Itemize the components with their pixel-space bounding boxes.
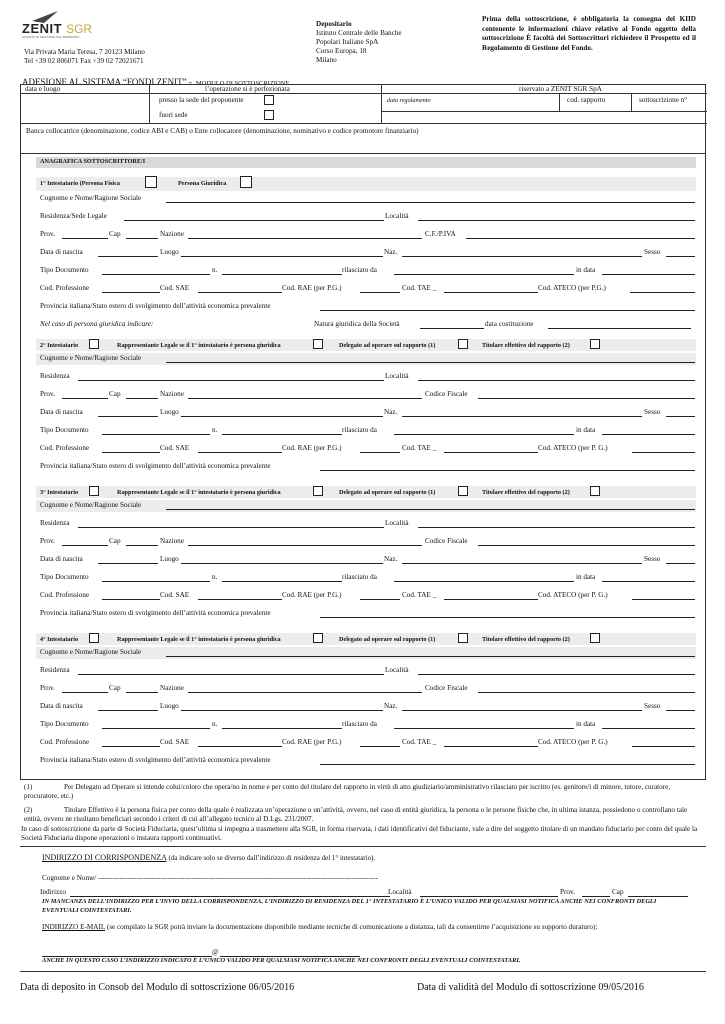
cod-ateco-input[interactable] bbox=[632, 452, 695, 453]
delegato-checkbox[interactable] bbox=[458, 633, 468, 643]
data-nascita-input[interactable] bbox=[98, 710, 158, 711]
delegato-label: Delegato ad operare sul rapporto (1) bbox=[339, 636, 436, 643]
prov-label: Prov. bbox=[40, 390, 55, 398]
nazione-input[interactable] bbox=[188, 398, 422, 399]
prov-input[interactable] bbox=[62, 545, 108, 546]
cod-rae-input[interactable] bbox=[360, 746, 400, 747]
data-nascita-label: Data di nascita bbox=[40, 702, 83, 710]
luogo-input[interactable] bbox=[181, 710, 383, 711]
field-row bbox=[40, 283, 695, 295]
residenza-label: Residenza/Sede Legale bbox=[40, 212, 107, 220]
rilasciato-input[interactable] bbox=[394, 434, 574, 435]
intestatario-checkbox[interactable] bbox=[89, 486, 99, 496]
data-nascita-label: Data di nascita bbox=[40, 408, 83, 416]
delegato-label: Delegato ad operare sul rapporto (1) bbox=[339, 489, 436, 496]
provincia-input[interactable] bbox=[320, 470, 695, 471]
tipo-doc-input[interactable] bbox=[102, 728, 210, 729]
rilasciato-input[interactable] bbox=[394, 581, 574, 582]
cod-ateco-label: Cod. ATECO (per P.G.) bbox=[538, 284, 606, 292]
rilasciato-label: rilasciato da bbox=[342, 266, 377, 274]
depositario-line: Popolari Italiane SpA bbox=[316, 38, 379, 46]
email-at: @ bbox=[212, 948, 219, 956]
cod-rae-input[interactable] bbox=[360, 292, 400, 293]
field-row bbox=[40, 407, 695, 419]
field-row bbox=[40, 719, 695, 731]
naz-label: Naz. bbox=[384, 702, 398, 710]
cod-ateco-label: Cod. ATECO (per P. G.) bbox=[538, 591, 608, 599]
nazione-label: Nazione bbox=[160, 684, 184, 692]
localita-input[interactable] bbox=[418, 380, 695, 381]
cognome-label: Cognome e Nome/Ragione Sociale bbox=[40, 354, 142, 362]
cognome-label: Cognome e Nome/Ragione Sociale bbox=[40, 194, 142, 202]
form-title: ADESIONE AL SISTEMA “FONDI ZENIT” - bbox=[22, 77, 192, 87]
luogo-label: Luogo bbox=[160, 555, 179, 563]
corr-cognome: Cognome e Nome/ --------------------------------------------------------------------------------------------------------------------- bbox=[42, 874, 379, 882]
naz-input[interactable] bbox=[402, 563, 642, 564]
residenza-label: Residenza bbox=[40, 666, 70, 674]
cod-ateco-label: Cod. ATECO (per P. G.) bbox=[538, 444, 608, 452]
luogo-input[interactable] bbox=[181, 416, 383, 417]
intestatario-3-label: 3° Intestatario bbox=[40, 489, 79, 496]
data-cost-label: data costituzione bbox=[485, 320, 534, 328]
provincia-label: Provincia italiana/Stato estero di svolgimento dell’attività economica prevalente bbox=[40, 462, 271, 470]
prov-input[interactable] bbox=[62, 238, 108, 239]
prov-input[interactable] bbox=[62, 398, 108, 399]
corr-prov-label: Prov. bbox=[560, 888, 575, 896]
pg-note-label: Nel caso di persona giuridica indicare: bbox=[40, 320, 154, 328]
depositario-line: Milano bbox=[316, 56, 337, 64]
note-2-text: Titolare Effettivo è la persona fisica per conto della quale è realizzata un’operazione o un’attività, ovvero, nel caso di entità giuridica, la persona o le persone fisiche che, in ultima istanza, possiedono o controllano tale entità, ovvero ne risultano beneficiari secondo i criteri di cui all’allegato tecnico al D.Lgs. 231/2007. bbox=[24, 806, 688, 823]
sesso-input[interactable] bbox=[666, 256, 695, 257]
depositario-line: Istituto Centrale delle Banche bbox=[316, 29, 402, 37]
data-regolamento-label: data regolamento bbox=[387, 97, 431, 104]
cod-ateco-input[interactable] bbox=[632, 599, 695, 600]
cod-tae-label: Cod. TAE _ bbox=[402, 591, 437, 599]
codice-fiscale-label: Codice Fiscale bbox=[425, 390, 468, 398]
provincia-input[interactable] bbox=[320, 764, 695, 765]
prov-label: Prov. bbox=[40, 230, 55, 238]
provincia-label: Provincia italiana/Stato estero di svolgimento dell’attività economica prevalente bbox=[40, 609, 271, 617]
corr-cap-input[interactable] bbox=[628, 896, 688, 897]
field-row bbox=[40, 371, 695, 383]
cf-label: C.F./P.IVA bbox=[425, 230, 456, 238]
background-band bbox=[21, 123, 707, 124]
corr-indirizzo-input[interactable] bbox=[70, 896, 390, 897]
nazione-label: Nazione bbox=[160, 537, 184, 545]
sottoscrizione-label: sottoscrizione n° bbox=[639, 96, 688, 104]
corr-warning: IN MANCANZA DELL’INDIRIZZO PER L’INVIO DELLA CORRISPONDENZA, L’INDIRIZZO DI RESIDENZA DEL 1° INTESTATARIO È L’UNICO VALIDO PER QUALSIASI NOTIFICA ANCHE NEI CONFRONTI DEGLI EVENTUALI COINTESTATARI. bbox=[42, 898, 657, 914]
cod-sae-input[interactable] bbox=[198, 452, 282, 453]
intestatario-checkbox[interactable] bbox=[89, 339, 99, 349]
nazione-input[interactable] bbox=[188, 692, 422, 693]
cognome-input[interactable] bbox=[166, 202, 695, 203]
sesso-label: Sesso bbox=[644, 408, 661, 416]
titolare-label: Titolare effettivo del rapporto (2) bbox=[482, 636, 570, 643]
titolare-checkbox[interactable] bbox=[590, 339, 600, 349]
cod-tae-input[interactable] bbox=[444, 292, 538, 293]
in-data-label: in data bbox=[576, 720, 596, 728]
background-band bbox=[381, 85, 382, 123]
cap-label: Cap bbox=[109, 537, 121, 545]
corr-cap-label: Cap bbox=[612, 888, 624, 896]
cod-sae-input[interactable] bbox=[198, 599, 282, 600]
logo-name: ZENIT bbox=[22, 21, 63, 36]
presso-sede-checkbox[interactable] bbox=[264, 95, 274, 105]
cod-rae-label: Cod. RAE (per P.G.) bbox=[282, 591, 342, 599]
n-input[interactable] bbox=[222, 274, 342, 275]
provincia-input[interactable] bbox=[320, 617, 695, 618]
fuori-sede-checkbox[interactable] bbox=[264, 110, 274, 120]
rilasciato-label: rilasciato da bbox=[342, 426, 377, 434]
intestatario-4-label: 4° Intestatario bbox=[40, 636, 79, 643]
field-row bbox=[40, 461, 695, 473]
cod-sae-input[interactable] bbox=[198, 746, 282, 747]
background-band bbox=[559, 93, 560, 111]
rilasciato-input[interactable] bbox=[394, 728, 574, 729]
logo-tagline: SOCIETÀ DI GESTIONE DEL RISPARMIO bbox=[22, 35, 80, 39]
corr-prov-input[interactable] bbox=[582, 896, 610, 897]
cod-sae-label: Cod. SAE bbox=[160, 284, 190, 292]
banca-label: Banca collocatrice (denominazione, codice ABI e CAB) o Ente collocatore (denominazione, nominativo e codice promotore finanziario) bbox=[26, 127, 419, 135]
cf-input[interactable] bbox=[466, 238, 695, 239]
n-label: n. bbox=[212, 720, 218, 728]
n-label: n. bbox=[212, 573, 218, 581]
field-row bbox=[40, 683, 695, 695]
data-luogo-label: data e luogo bbox=[25, 85, 61, 93]
cod-ateco-input[interactable] bbox=[632, 746, 695, 747]
field-row bbox=[40, 572, 695, 584]
rappresentante-checkbox[interactable] bbox=[313, 339, 323, 349]
corrispondenza-heading bbox=[42, 853, 375, 862]
background-band bbox=[149, 85, 150, 123]
email-title: INDIRIZZO E-MAIL bbox=[42, 923, 106, 931]
delegato-label: Delegato ad operare sul rapporto (1) bbox=[339, 342, 436, 349]
n-label: n. bbox=[212, 266, 218, 274]
data-nascita-label: Data di nascita bbox=[40, 248, 83, 256]
provincia-label: Provincia italiana/Stato estero di svolgimento dell’attività economica prevalente bbox=[40, 756, 271, 764]
naz-label: Naz. bbox=[384, 248, 398, 256]
rappresentante-checkbox[interactable] bbox=[313, 486, 323, 496]
field-row bbox=[40, 425, 695, 437]
provincia-input[interactable] bbox=[320, 310, 695, 311]
cod-prof-input[interactable] bbox=[102, 746, 160, 747]
cod-prof-label: Cod. Professione bbox=[40, 591, 90, 599]
n-input[interactable] bbox=[222, 434, 342, 435]
field-row bbox=[40, 211, 695, 223]
field-row bbox=[40, 301, 695, 313]
nazione-input[interactable] bbox=[188, 545, 422, 546]
riservato-label: riservato a ZENIT SGR SpA bbox=[519, 85, 602, 93]
field-row bbox=[40, 229, 695, 241]
anagrafica-title: ANAGRAFICA SOTTOSCRITTORE/I bbox=[40, 158, 146, 165]
naz-label: Naz. bbox=[384, 555, 398, 563]
background-band bbox=[631, 93, 632, 111]
rilasciato-label: rilasciato da bbox=[342, 573, 377, 581]
sesso-input[interactable] bbox=[666, 710, 695, 711]
delegato-checkbox[interactable] bbox=[458, 339, 468, 349]
codice-fiscale-label: Codice Fiscale bbox=[425, 537, 468, 545]
data-cost-input[interactable] bbox=[548, 328, 691, 329]
form-subtitle: MODULO DI SOTTOSCRIZIONE bbox=[195, 80, 290, 87]
in-data-label: in data bbox=[576, 426, 596, 434]
codice-fiscale-input[interactable] bbox=[478, 398, 695, 399]
kiid-notice: Prima della sottoscrizione, è obbligatoria la consegna del KIID contenente le informazioni chiave relative al Fondo oggetto della sottoscrizione È facoltà dei Sottoscrittori richiedere il Prospetto ed il Regolamento di Gestione del Fondo. bbox=[482, 15, 696, 52]
naz-input[interactable] bbox=[402, 416, 642, 417]
field-row bbox=[40, 247, 695, 259]
rilasciato-label: rilasciato da bbox=[342, 720, 377, 728]
sesso-label: Sesso bbox=[644, 702, 661, 710]
cod-tae-label: Cod. TAE _ bbox=[402, 284, 437, 292]
data-nascita-input[interactable] bbox=[98, 256, 158, 257]
background-band bbox=[36, 177, 696, 191]
corr-localita-input[interactable] bbox=[420, 896, 558, 897]
titolare-label: Titolare effettivo del rapporto (2) bbox=[482, 342, 570, 349]
cod-prof-input[interactable] bbox=[102, 292, 160, 293]
in-data-input[interactable] bbox=[602, 728, 695, 729]
n-input[interactable] bbox=[222, 728, 342, 729]
tipo-doc-input[interactable] bbox=[102, 581, 210, 582]
logo-sgr: SGR bbox=[66, 22, 93, 36]
tipo-doc-label: Tipo Documento bbox=[40, 573, 89, 581]
note-1 bbox=[24, 783, 696, 801]
cap-input[interactable] bbox=[126, 692, 158, 693]
residenza-input[interactable] bbox=[78, 527, 384, 528]
cap-label: Cap bbox=[109, 684, 121, 692]
tipo-doc-label: Tipo Documento bbox=[40, 266, 89, 274]
intestatario-1-label: 1° Intestatario (Persona Fisica bbox=[40, 180, 120, 187]
background-band bbox=[381, 111, 707, 112]
field-row bbox=[40, 193, 695, 205]
residenza-label: Residenza bbox=[40, 519, 70, 527]
tipo-doc-input[interactable] bbox=[102, 274, 210, 275]
residenza-input[interactable] bbox=[124, 220, 384, 221]
field-row bbox=[40, 737, 695, 749]
tipo-doc-label: Tipo Documento bbox=[40, 426, 89, 434]
naz-input[interactable] bbox=[402, 256, 642, 257]
email-warning: ANCHE IN QUESTO CASO L’INDIRIZZO INDICATO È L’UNICO VALIDO PER QUALSIASI NOTIFICA ANCHE NEI CONFRONTI DEGLI EVENTUALI COINTESTATARI. bbox=[42, 957, 521, 964]
nazione-label: Nazione bbox=[160, 390, 184, 398]
cap-input[interactable] bbox=[126, 238, 158, 239]
residenza-input[interactable] bbox=[78, 674, 384, 675]
luogo-input[interactable] bbox=[181, 256, 383, 257]
cognome-input[interactable] bbox=[166, 509, 695, 510]
naz-label: Naz. bbox=[384, 408, 398, 416]
field-row bbox=[40, 353, 695, 365]
luogo-label: Luogo bbox=[160, 248, 179, 256]
luogo-label: Luogo bbox=[160, 408, 179, 416]
in-data-label: in data bbox=[576, 573, 596, 581]
corrispondenza-note: (da indicare solo se diverso dall’indirizzo di residenza del 1° intestatario). bbox=[168, 854, 376, 862]
data-nascita-input[interactable] bbox=[98, 416, 158, 417]
cod-rae-label: Cod. RAE (per P.G.) bbox=[282, 284, 342, 292]
operazione-label: l’operazione si è perfezionata bbox=[205, 85, 290, 93]
company-phone: Tel +39 02 806071 Fax +39 02 72021671 bbox=[24, 57, 144, 65]
tipo-doc-label: Tipo Documento bbox=[40, 720, 89, 728]
field-row bbox=[40, 265, 695, 277]
note-2-num: (2) bbox=[24, 806, 33, 814]
cod-tae-input[interactable] bbox=[444, 746, 538, 747]
localita-input[interactable] bbox=[418, 674, 695, 675]
field-row bbox=[40, 554, 695, 566]
fuori-sede-label: fuori sede bbox=[159, 111, 188, 119]
depositario-title: Depositario bbox=[316, 20, 352, 28]
cod-prof-label: Cod. Professione bbox=[40, 284, 90, 292]
persona-giuridica-label: Persona Giuridica bbox=[178, 180, 227, 187]
n-input[interactable] bbox=[222, 581, 342, 582]
luogo-label: Luogo bbox=[160, 702, 179, 710]
cod-rae-label: Cod. RAE (per P.G.) bbox=[282, 444, 342, 452]
rappresentante-label: Rappresentante Legale se il 1° intestatario è persona giuridica bbox=[117, 342, 281, 349]
footer-deposito: Data di deposito in Consob del Modulo di sottoscrizione 06/05/2016 bbox=[20, 982, 295, 993]
in-data-input[interactable] bbox=[602, 581, 695, 582]
prov-input[interactable] bbox=[62, 692, 108, 693]
field-row bbox=[40, 755, 695, 767]
presso-sede-label: presso la sede del proponente bbox=[159, 96, 244, 104]
cognome-input[interactable] bbox=[166, 362, 695, 363]
field-row bbox=[40, 608, 695, 620]
note-1-text: Per Delegato ad Operare si intende colui/coloro che opera/no in nome e per conto del titolare del rapporto in virtù di atto giudiziario/amministrativo rilasciato per iscritto (es. genitore/i di minore, tutore, curatore, procuratore, etc.) bbox=[24, 783, 671, 800]
cod-sae-label: Cod. SAE bbox=[160, 738, 190, 746]
cognome-label: Cognome e Nome/Ragione Sociale bbox=[40, 648, 142, 656]
rappresentante-label: Rappresentante Legale se il 1° intestatario è persona giuridica bbox=[117, 636, 281, 643]
cap-input[interactable] bbox=[126, 398, 158, 399]
naz-input[interactable] bbox=[402, 710, 642, 711]
luogo-input[interactable] bbox=[181, 563, 383, 564]
note-1-num: (1) bbox=[24, 783, 33, 791]
nazione-input[interactable] bbox=[188, 238, 422, 239]
cod-rae-label: Cod. RAE (per P.G.) bbox=[282, 738, 342, 746]
residenza-label: Residenza bbox=[40, 372, 70, 380]
field-row bbox=[40, 701, 695, 713]
field-row bbox=[40, 389, 695, 401]
cod-tae-input[interactable] bbox=[444, 599, 538, 600]
cod-prof-input[interactable] bbox=[102, 599, 160, 600]
cognome-label: Cognome e Nome/Ragione Sociale bbox=[40, 501, 142, 509]
email-note: (se compilato la SGR potrà inviare la documentazione disponibile mediante tecniche di comunicazione a distanza, tali da consentirne l’acquisizione su supporto duraturo): bbox=[106, 923, 598, 931]
in-data-input[interactable] bbox=[602, 274, 695, 275]
cod-ateco-input[interactable] bbox=[630, 292, 695, 293]
titolare-label: Titolare effettivo del rapporto (2) bbox=[482, 489, 570, 496]
fiduciaria-note: In caso di sottoscrizione da parte di Società Fiduciaria, quest’ultima si impegna a trasmettere alla SGR, in forma riservata, i dati identificativi del fiduciante, vale a dire del soggetto titolare di un mandato fiduciario per conto del quale la Società Fiduciaria dispone operazioni o instaura rapporti continuativi. bbox=[21, 825, 698, 842]
delegato-checkbox[interactable] bbox=[458, 486, 468, 496]
cod-tae-label: Cod. TAE _ bbox=[402, 738, 437, 746]
cod-sae-label: Cod. SAE bbox=[160, 444, 190, 452]
rilasciato-input[interactable] bbox=[394, 274, 574, 275]
corrispondenza-title: INDIRIZZO DI CORRISPONDENZA bbox=[42, 853, 167, 862]
codice-fiscale-input[interactable] bbox=[478, 692, 695, 693]
field-row bbox=[40, 536, 695, 548]
field-row bbox=[40, 500, 695, 512]
corr-localita-label: Località bbox=[388, 888, 412, 896]
sesso-label: Sesso bbox=[644, 248, 661, 256]
nazione-label: Nazione bbox=[160, 230, 184, 238]
intestatario-2-label: 2° Intestatario bbox=[40, 342, 79, 349]
cod-rapporto-label: cod. rapporto bbox=[567, 96, 606, 104]
sesso-label: Sesso bbox=[644, 555, 661, 563]
field-row bbox=[40, 665, 695, 677]
cod-ateco-label: Cod. ATECO (per P. G.) bbox=[538, 738, 608, 746]
cap-input[interactable] bbox=[126, 545, 158, 546]
titolare-checkbox[interactable] bbox=[590, 486, 600, 496]
cognome-input[interactable] bbox=[166, 656, 695, 657]
n-label: n. bbox=[212, 426, 218, 434]
data-nascita-label: Data di nascita bbox=[40, 555, 83, 563]
localita-label: Località bbox=[385, 372, 409, 380]
company-address: Via Privata Maria Teresa, 7 20123 Milano bbox=[24, 48, 145, 56]
field-row bbox=[40, 647, 695, 659]
codice-fiscale-input[interactable] bbox=[478, 545, 695, 546]
logo bbox=[22, 10, 102, 42]
codice-fiscale-label: Codice Fiscale bbox=[425, 684, 468, 692]
corr-indirizzo-label: Indirizzo bbox=[40, 888, 66, 896]
cod-prof-input[interactable] bbox=[102, 452, 160, 453]
in-data-input[interactable] bbox=[602, 434, 695, 435]
localita-label: Località bbox=[385, 666, 409, 674]
cod-sae-input[interactable] bbox=[198, 292, 282, 293]
natura-label: Natura giuridica della Società bbox=[314, 320, 400, 328]
provincia-label: Provincia italiana/Stato estero di svolgimento dell’attività economica prevalente bbox=[40, 302, 271, 310]
cod-prof-label: Cod. Professione bbox=[40, 738, 90, 746]
localita-input[interactable] bbox=[418, 527, 695, 528]
localita-label: Località bbox=[385, 212, 409, 220]
footer-validita: Data di validità del Modulo di sottoscrizione 09/05/2016 bbox=[417, 982, 644, 993]
localita-label: Località bbox=[385, 519, 409, 527]
in-data-label: in data bbox=[576, 266, 596, 274]
prov-label: Prov. bbox=[40, 537, 55, 545]
rappresentante-label: Rappresentante Legale se il 1° intestatario è persona giuridica bbox=[117, 489, 281, 496]
note-2 bbox=[24, 806, 696, 823]
residenza-input[interactable] bbox=[78, 380, 384, 381]
persona-giuridica-checkbox[interactable] bbox=[240, 176, 252, 188]
cod-sae-label: Cod. SAE bbox=[160, 591, 190, 599]
intestatario-checkbox[interactable] bbox=[89, 633, 99, 643]
cap-label: Cap bbox=[109, 390, 121, 398]
titolare-checkbox[interactable] bbox=[590, 633, 600, 643]
sesso-input[interactable] bbox=[666, 563, 695, 564]
cod-rae-input[interactable] bbox=[360, 452, 400, 453]
cod-rae-input[interactable] bbox=[360, 599, 400, 600]
localita-input[interactable] bbox=[418, 220, 695, 221]
field-row bbox=[40, 590, 695, 602]
cod-tae-label: Cod. TAE _ bbox=[402, 444, 437, 452]
cod-prof-label: Cod. Professione bbox=[40, 444, 90, 452]
cod-tae-input[interactable] bbox=[444, 452, 538, 453]
email-block bbox=[42, 923, 682, 932]
tipo-doc-input[interactable] bbox=[102, 434, 210, 435]
sesso-input[interactable] bbox=[666, 416, 695, 417]
prov-label: Prov. bbox=[40, 684, 55, 692]
background-band bbox=[21, 93, 707, 94]
natura-input[interactable] bbox=[420, 328, 484, 329]
cap-label: Cap bbox=[109, 230, 121, 238]
rappresentante-checkbox[interactable] bbox=[313, 633, 323, 643]
field-row bbox=[40, 443, 695, 455]
top-table bbox=[20, 84, 706, 154]
data-nascita-input[interactable] bbox=[98, 563, 158, 564]
field-row bbox=[40, 518, 695, 530]
persona-fisica-checkbox[interactable] bbox=[145, 176, 157, 188]
field-row bbox=[40, 319, 695, 331]
depositario-line: Corso Europa, 18 bbox=[316, 47, 367, 55]
